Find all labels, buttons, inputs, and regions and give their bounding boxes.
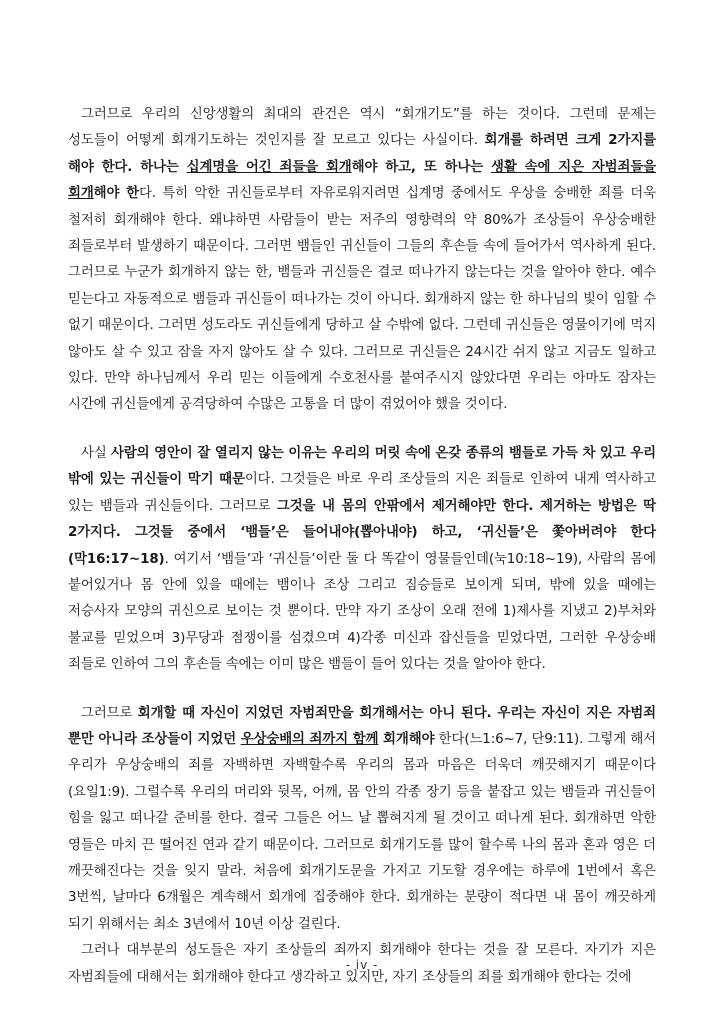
paragraph-2	[68, 441, 656, 679]
text-segment: 우상숭배의 죄까지 함께	[240, 731, 379, 747]
text-segment: . 여기서 ‘뱀들’과 ‘귀신들’이란 둘 다 똑같이 영물들인데(눅10:18~19), 사람의 몸에 붙어있거나 몸 안에 있을 때에는 뱀이나 조상 그리고 짐승들로 보이게 되며, 밖에 있을 때에는 저승사자 모양의 귀신으로 보이는 것 뿐이다. 만약 자기 조상이 오래 전에 1)제사를 지냈고 2)부처와 불교를 믿었으며 3)무당과 점쟁이를 섬겼으며 4)각종 미신과 잡신들을 믿었다면, 그러한 우상숭배 죄들로 인하여 그의 후손들 속에는 이미 많은 뱀들이 들어 있다는 것을 알아야 한다.	[68, 551, 656, 673]
text-segment: 해야 하고, 또 하나는	[351, 159, 492, 175]
text-segment: 십계명을 어긴 죄들을 회개	[186, 159, 352, 175]
text-segment: 사실	[81, 445, 111, 461]
paragraph-3	[68, 701, 656, 939]
text-segment: 이다. 그것들은 바로 우리 조상들의 지은 죄들로 인하여 내게 역사하고 있는 뱀들과 귀신들이다. 그러므로	[68, 472, 657, 514]
text-segment: 회개할 때 자신이 지었던 자범죄만을 회개해서는 아니 된다. 우리는 자신이 지은 자범죄 뿐만 아니라 조상들이 지었던	[68, 705, 657, 747]
text-segment: 회개를 하려면 크게 2가지를 해야 한다. 하나는	[68, 133, 656, 175]
document-body	[68, 102, 656, 991]
text-segment: 한다(느1:6~7, 단9:11). 그렇게 해서 우리가 우상숭배의 죄를 자백하면 자백할수록 우리의 몸과 마음은 더욱더 깨끗해지기 때문이다(요일1:9). 그럴수록 우리의 머리와 뒷목, 어깨, 몸 안의 각종 장기 등을 붙잡고 있는 뱀들과 귀신들이 힘을 잃고 떠나갈 준비를 한다. 결국 그들은 어느 날 뽑혀지게 될 것이고 떠나게 된다. 회개하면 악한 영들은 마치 끈 떨어진 연과 같기 때문이다. 그러므로 회개기도를 많이 할수록 나의 몸과 혼과 영은 더 깨끗해진다는 것을 잊지 말라. 처음에 회개기도문을 가지고 기도할 경우에는 하루에 1번에서 혹은 3번씩, 날마다 6개월은 계속해서 회개에 집중해야 한다. 회개하는 분량이 적다면 내 몸이 깨끗하게 되기 위해서는 최소 3년에서 10년 이상 걸린다.	[68, 731, 656, 932]
text-segment: 그러나 대부분의 성도들은 자기 조상들의 죄까지 회개해야 한다는 것을 잘 모른다. 자기가 지은 자범죄들에 대해서는 회개해야 한다고 생각하고 있지만, 자기 조상들의 죄를 회개해야 한다는 것에	[68, 943, 656, 985]
text-segment: 다. 특히 악한 귀신들로부터 자유로워지려면 십계명 중에서도 우상을 숭배한 죄를 더욱 철저히 회개해야 한다. 왜냐하면 사람들이 받는 저주의 영향력의 약 80%가 조상들이 우상숭배한 죄들로부터 발생하기 때문이다. 그러면 뱀들인 귀신들이 그들의 후손들 속에 들어가서 역사하게 된다. 그러므로 누군가 회개하지 않는 한, 뱀들과 귀신들은 결코 떠나가지 않는다는 것을 알아야 한다. 예수 믿는다고 자동적으로 뱀들과 귀신들이 떠나가는 것이 아니다. 회개하지 않는 한 하나님의 빛이 임할 수 없기 때문이다. 그러면 성도라도 귀신들에게 당하고 살 수밖에 없다. 그런데 귀신들은 영물이기에 먹지 않아도 살 수 있고 잠을 자지 않아도 살 수 있다. 그러므로 귀신들은 24시간 쉬지 않고 지금도 일하고 있다. 만약 하나님께서 우리 믿는 이들에게 수호천사를 붙여주시지 않았다면 우리는 아마도 잠자는 시간에 귀신들에게 공격당하여 수많은 고통을 더 많이 겪었어야 했을 것이다.	[68, 186, 656, 413]
text-segment: 회개해야	[378, 731, 435, 747]
paragraph-gap	[68, 679, 656, 701]
text-segment: 해야 한	[93, 186, 139, 202]
text-segment: 사람의 영안이 잘 열리지 않는 이유는 우리의 머릿 속에 온갖 종류의 뱀들로 가득 차 있고 우리 밖에 있는 귀신들이 막기 때문	[68, 445, 657, 488]
paragraph-gap	[68, 419, 656, 441]
text-segment: 생활 속에 지은 자범죄들을 회개	[68, 159, 657, 202]
text-segment: 그것을 내 몸의 안팎에서 제거해야만 한다. 제거하는 방법은 딱 2가지다. 그것들 중에서 ‘뱀들’은 들어내야(뽑아내야) 하고, ‘귀신들’은 쫓아버려야 한다(막16:17~18)	[68, 498, 656, 567]
text-segment: 그러므로	[81, 705, 138, 721]
page-number: - iv -	[345, 958, 379, 972]
text-segment: 그러므로 우리의 신앙생활의 최대의 관건은 역시 “회개기도”를 하는 것이다. 그런데 문제는 성도들이 어떻게 회개기도하는 것인지를 잘 모르고 있다는 사실이다.	[68, 107, 656, 149]
paragraph-1	[68, 102, 656, 419]
